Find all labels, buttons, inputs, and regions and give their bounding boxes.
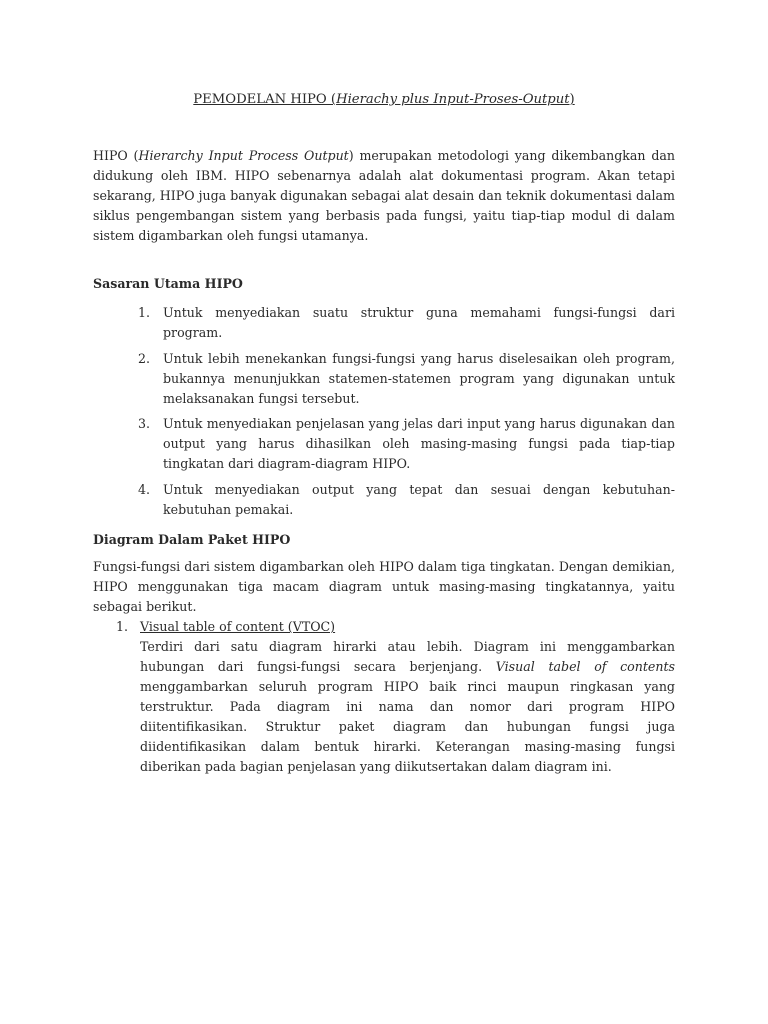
vtoc-number: 1. — [116, 619, 129, 634]
document-title — [0, 92, 768, 107]
section-heading-diagram: Diagram Dalam Paket HIPO — [93, 532, 291, 547]
diagram-intro-paragraph: Fungsi-fungsi dari sistem digambarkan oleh HIPO dalam tiga tingkatan. Dengan demikian, HIPO menggunakan tiga macam diagram untuk masing-masing tingkatannya, yaitu sebagai berikut. — [93, 559, 675, 614]
intro-paragraph — [93, 146, 675, 246]
intro-rest: ) merupakan metodologi yang dikembangkan dan didukung oleh IBM. HIPO sebenarnya adalah alat dokumentasi program. Akan tetapi sekarang, HIPO juga banyak digunakan sebagai alat desain dan teknik dokumentasi dalam siklus pengembangan sistem yang berbasis pada fungsi, yaitu tiap-tiap modul di dalam sistem digambarkan oleh fungsi utamanya. — [93, 148, 675, 243]
vtoc-body-b: menggambarkan seluruh program HIPO baik rinci maupun ringkasan yang terstruktur. Pada diagram ini nama dan nomor dari program HIPO diitentifikasikan. Struktur paket diagram dan hubungan fungsi juga diidentifikasikan dalam bentuk hirarki. Keterangan masing-masing fungsi diberikan pada bagian penjelasan yang diikutsertakan dalam diagram ini. — [140, 679, 675, 774]
list-item-text: Untuk menyediakan output yang tepat dan sesuai dengan kebutuhan-kebutuhan pemakai. — [163, 481, 675, 517]
list-item — [138, 303, 675, 343]
vtoc-description — [140, 637, 675, 777]
section-heading-sasaran: Sasaran Utama HIPO — [93, 276, 243, 291]
intro-italic: Hierarchy Input Process Output — [138, 148, 349, 163]
list-item-number: 4. — [138, 481, 151, 497]
list-item — [138, 414, 675, 474]
list-item — [138, 480, 675, 520]
list-item-number: 3. — [138, 416, 151, 431]
list-item-text: Untuk lebih menekankan fungsi-fungsi yang harus diselesaikan oleh program, bukannya menunjukkan statemen-statemen program yang digunakan untuk melaksanakan fungsi tersebut. — [163, 350, 675, 406]
vtoc-body-italic: Visual tabel of contents — [495, 659, 675, 674]
list-item — [138, 349, 675, 409]
title-italic: Hierachy plus Input-Proses-Output — [336, 92, 570, 107]
list-item-text: Untuk menyediakan suatu struktur guna memahami fungsi-fungsi dari program. — [163, 305, 675, 340]
vtoc-title: Visual table of content (VTOC) — [140, 619, 336, 634]
list-item-number: 2. — [138, 350, 151, 366]
title-main: PEMODELAN HIPO ( — [193, 92, 337, 107]
vtoc-body-a: Terdiri dari satu diagram hirarki atau lebih. Diagram ini menggambarkan hubungan dari fungsi-fungsi secara berjenjang. — [140, 639, 675, 674]
list-item-number: 1. — [138, 305, 151, 320]
title-end: ) — [569, 92, 575, 107]
goals-list — [138, 303, 675, 525]
intro-part1: HIPO ( — [93, 148, 139, 163]
list-item-text: Untuk menyediakan penjelasan yang jelas dari input yang harus digunakan dan output yang harus dihasilkan oleh masing-masing fungsi pada tiap-tiap tingkatan dari diagram-diagram HIPO. — [163, 416, 675, 471]
